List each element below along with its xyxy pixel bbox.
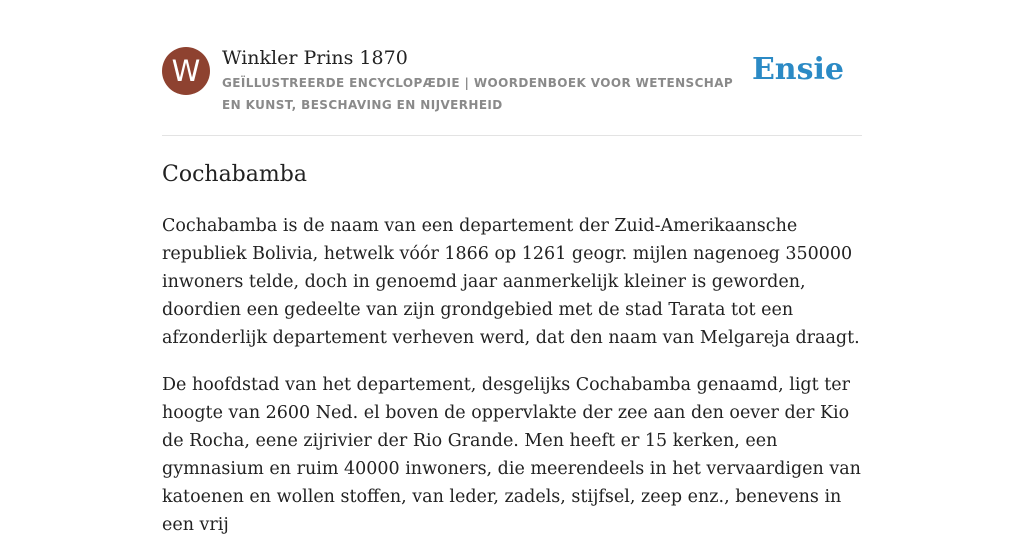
article-paragraph: De hoofdstad van het departement, desgelijks Cochabamba genaamd, ligt ter hoogte van 2600 Ned. el boven de oppervlakte der zee aan den oever der Kio de Rocha, eene zijrivier der Rio Grande. Men heeft er 15 kerken, een gymnasium en ruim 40000 inwoners, die meerendeels in het vervaardigen van katoenen en wollen stoffen, van leder, zadels, stijfsel, zeep enz., benevens in een vrij	[162, 375, 861, 535]
header-divider	[162, 135, 862, 136]
avatar[interactable]: W	[162, 47, 210, 95]
brand-logo-link[interactable]: Ensie	[751, 52, 844, 87]
article-paragraph: Cochabamba is de naam van een departement der Zuid-Amerikaansche republiek Bolivia, hetwelk vóór 1866 op 1261 geogr. mijlen nagenoeg 350000 inwoners telde, doch in genoemd jaar aanmerkelijk kleiner is geworden, doordien een gedeelte van zijn grondgebied met de stad Tarata tot een afzonderlijk departement verheven werd, dat den naam van Melgareja draagt.	[162, 216, 860, 348]
source-subtitle: GEÏLLUSTREERDE ENCYCLOPÆDIE | WOORDENBOEK VOOR WETENSCHAP EN KUNST, BESCHAVING EN NIJVERHEID	[222, 76, 734, 112]
source-title[interactable]: Winkler Prins 1870	[222, 47, 408, 69]
article-body	[162, 212, 872, 558]
article-title: Cochabamba	[162, 162, 307, 187]
source-header	[162, 46, 862, 118]
